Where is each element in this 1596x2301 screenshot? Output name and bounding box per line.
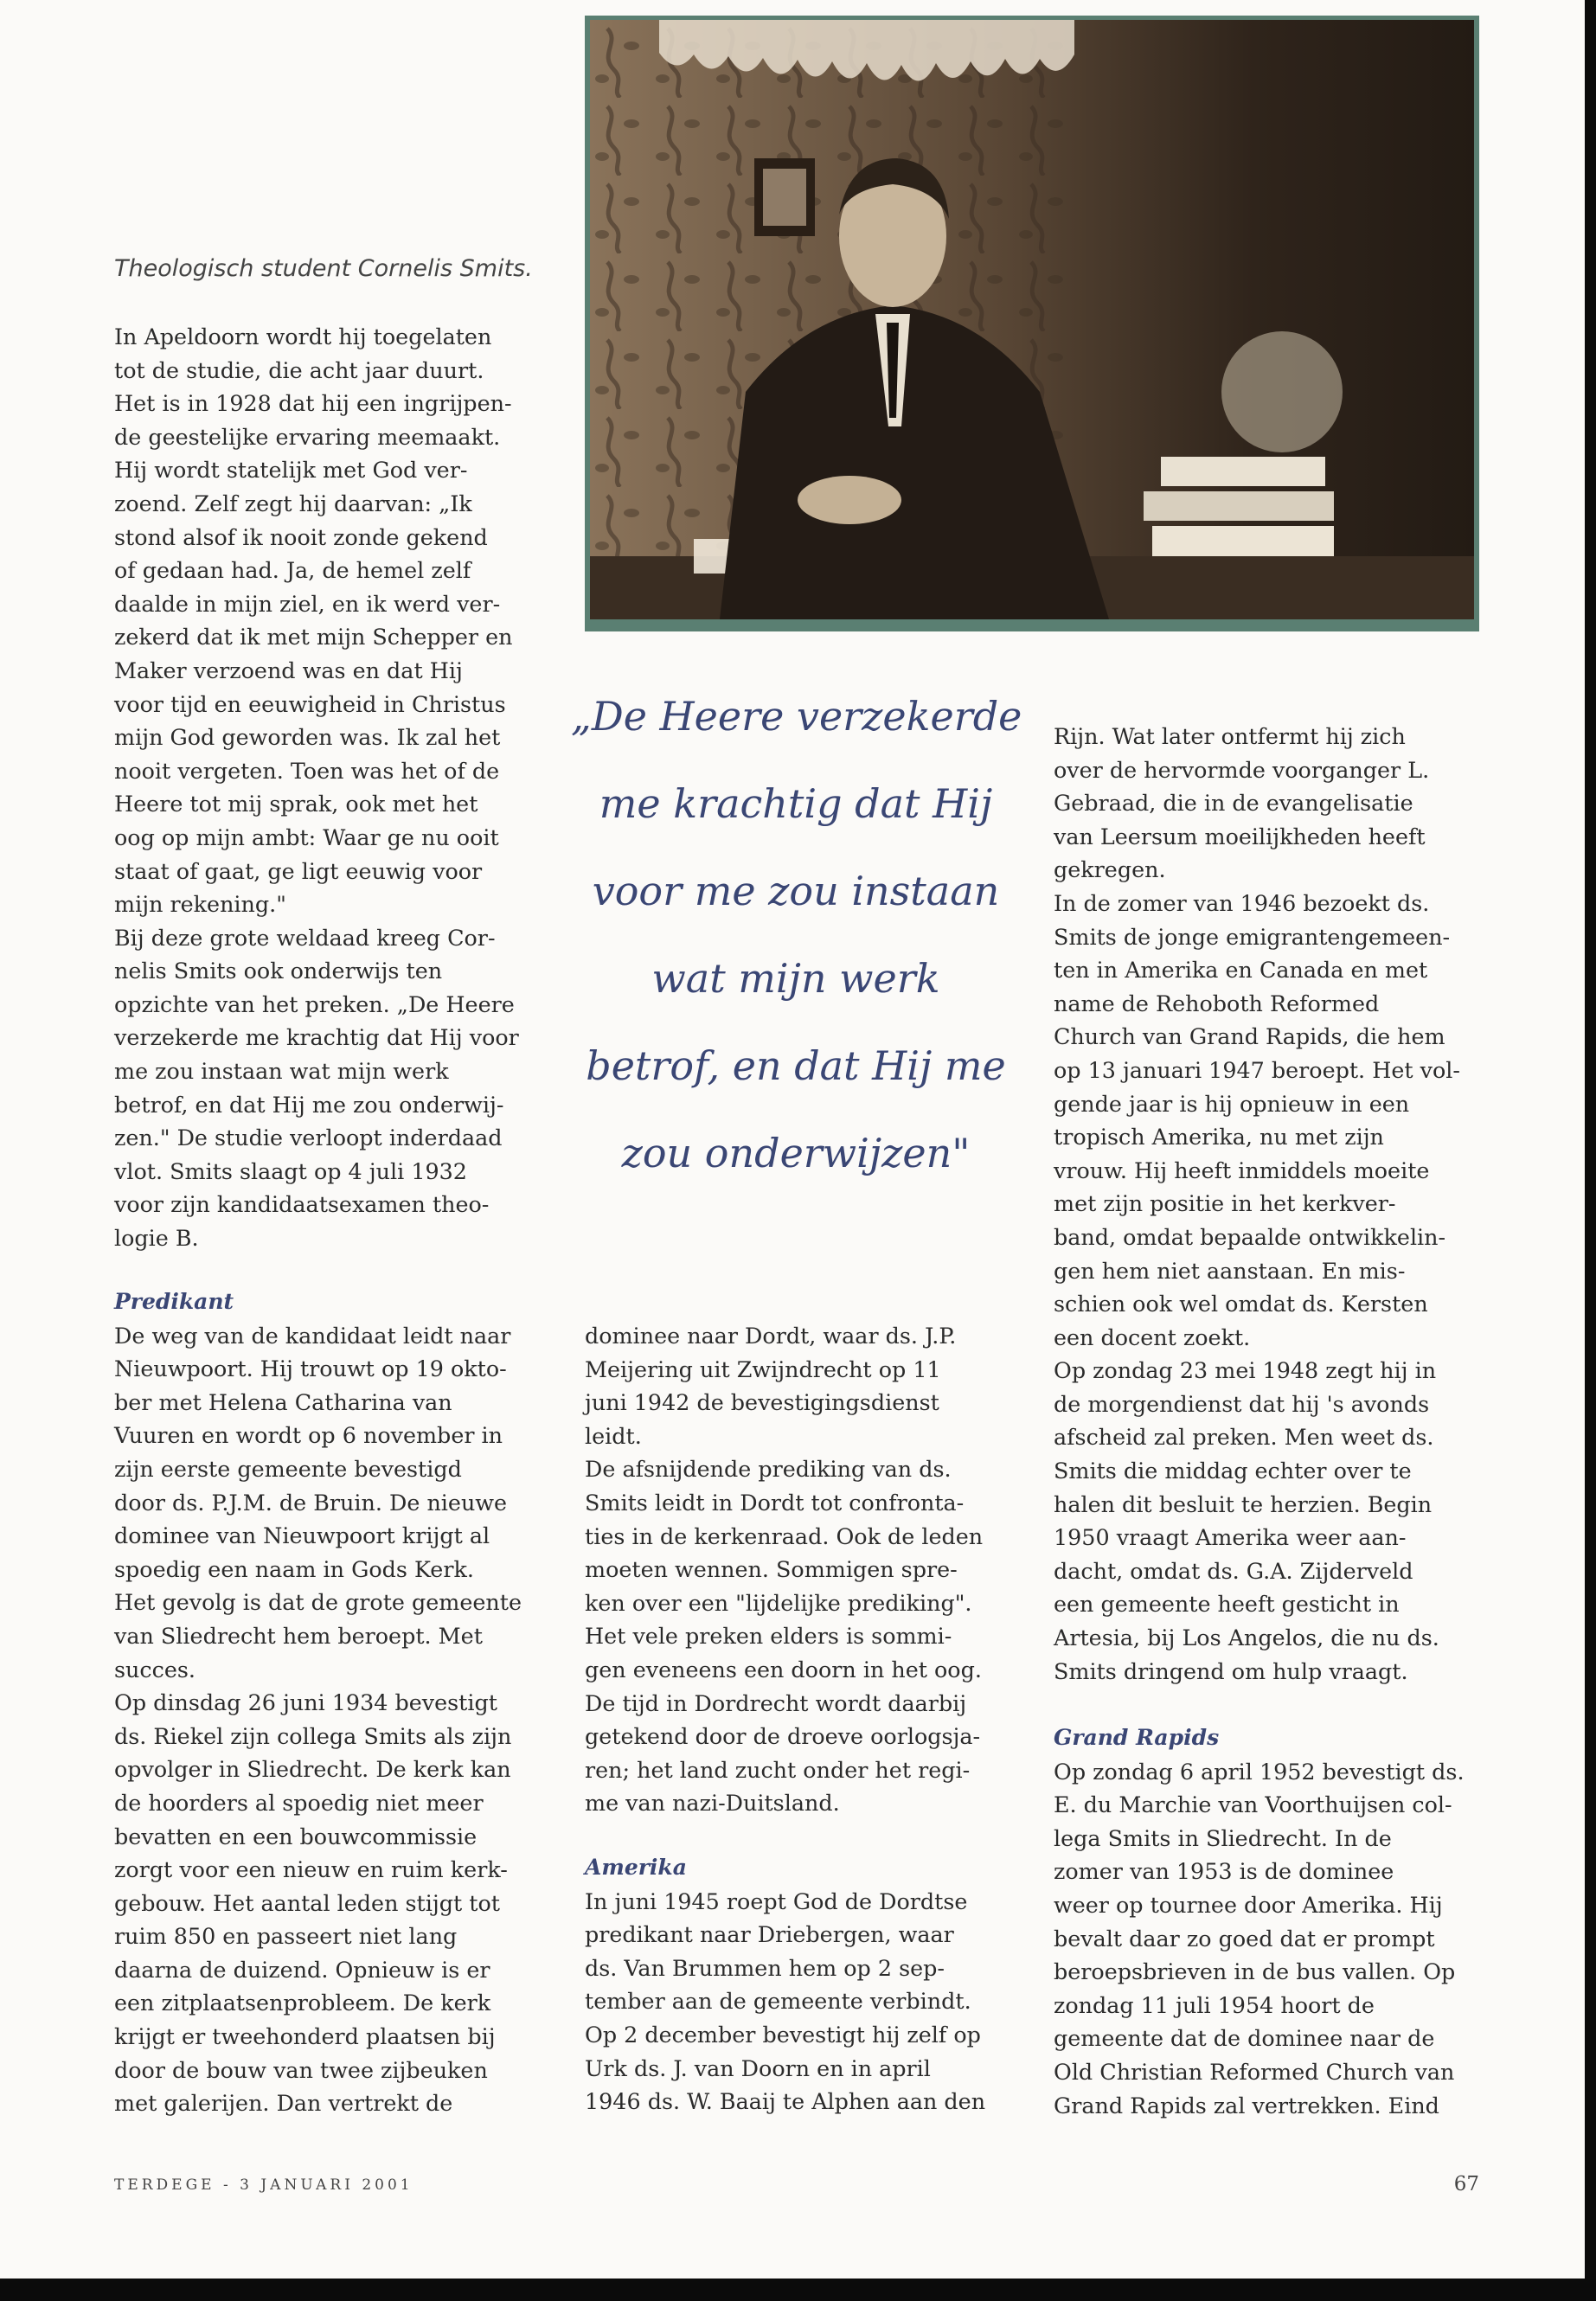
text-line: Op 2 december bevestigt hij zelf op xyxy=(585,2021,981,2048)
text-line: zondag 11 juli 1954 hoort de xyxy=(1054,1991,1375,2018)
text-line: gebouw. Het aantal leden stijgt tot xyxy=(114,1889,500,1916)
text-line: zijn eerste gemeente bevestigd xyxy=(114,1455,462,1482)
text-line: van Leersum moeilijkheden heeft xyxy=(1054,823,1426,849)
text-line: ds. Riekel zijn collega Smits als zijn xyxy=(114,1722,512,1749)
column-1-lower xyxy=(114,1285,547,2120)
text-line: gen hem niet aanstaan. En mis- xyxy=(1054,1257,1406,1284)
text-line: Urk ds. J. van Doorn en in april xyxy=(585,2054,931,2081)
text-line: ten in Amerika en Canada en met xyxy=(1054,957,1428,984)
text-line: Church van Grand Rapids, die hem xyxy=(1054,1023,1445,1050)
text-line: mijn rekening." xyxy=(114,891,286,918)
page-number: 67 xyxy=(1453,2173,1479,2195)
text-line: door de bouw van twee zijbeuken xyxy=(114,2056,488,2083)
text-line: gemeente dat de dominee naar de xyxy=(1054,2025,1435,2052)
text-line: Het vele preken elders is sommi- xyxy=(585,1623,952,1650)
text-line: Vuuren en wordt op 6 november in xyxy=(114,1422,503,1449)
text-line: met galerijen. Dan vertrekt de xyxy=(114,2090,453,2117)
text-line: bevalt daar zo goed dat er prompt xyxy=(1054,1925,1435,1952)
text-line: succes. xyxy=(114,1656,195,1682)
text-line: Smits die middag echter over te xyxy=(1054,1458,1412,1484)
column-3-lower xyxy=(1054,1721,1486,2122)
text-line: zen." De studie verloopt inderdaad xyxy=(114,1125,503,1151)
text-line: Nieuwpoort. Hij trouwt op 19 okto- xyxy=(114,1356,507,1382)
text-line: van Sliedrecht hem beroept. Met xyxy=(114,1622,483,1649)
text-line: De weg van de kandidaat leidt naar xyxy=(114,1322,511,1349)
col3-paragraph-4 xyxy=(1054,1755,1486,2123)
text-line: met zijn positie in het kerkver- xyxy=(1054,1190,1396,1217)
text-line: Hij wordt statelijk met God ver- xyxy=(114,457,468,484)
text-line: zomer van 1953 is de dominee xyxy=(1054,1858,1394,1885)
pull-quote xyxy=(571,673,1021,1197)
text-line: name de Rehoboth Reformed xyxy=(1054,990,1380,1016)
text-line: In Apeldoorn wordt hij toegelaten xyxy=(114,324,492,349)
section-heading-predikant: Predikant xyxy=(114,1289,234,1314)
column-2 xyxy=(585,1319,1017,1820)
text-line: betrof, en dat Hij me zou onderwij- xyxy=(114,1091,504,1118)
col2-paragraph-2 xyxy=(585,1452,1017,1820)
section-heading-amerika: Amerika xyxy=(585,1855,687,1880)
text-line: de morgendienst dat hij 's avonds xyxy=(1054,1390,1430,1417)
text-line: afscheid zal preken. Men weet ds. xyxy=(1054,1424,1434,1451)
text-line: de geestelijke ervaring meemaakt. xyxy=(114,423,501,450)
text-line: lega Smits in Sliedrecht. In de xyxy=(1054,1824,1392,1851)
text-line: In de zomer van 1946 bezoekt ds. xyxy=(1054,889,1430,916)
pull-quote-line: „De Heere verzekerde xyxy=(571,693,1022,740)
text-line: zorgt voor een nieuw en ruim kerk- xyxy=(114,1856,508,1883)
text-line: een docent zoekt. xyxy=(1054,1324,1251,1350)
text-line: tropisch Amerika, nu met zijn xyxy=(1054,1124,1384,1150)
text-line: gende jaar is hij opnieuw in een xyxy=(1054,1090,1410,1117)
pull-quote-line: zou onderwijzen" xyxy=(621,1130,971,1176)
text-line: Smits leidt in Dordt tot confronta- xyxy=(585,1489,965,1516)
text-line: De afsnijdende prediking van ds. xyxy=(585,1456,952,1483)
text-line: halen dit besluit te herzien. Begin xyxy=(1054,1490,1433,1517)
text-line: Grand Rapids zal vertrekken. Eind xyxy=(1054,2092,1439,2118)
col3-paragraph-2 xyxy=(1054,887,1486,1354)
pull-quote-line: betrof, en dat Hij me xyxy=(586,1042,1006,1089)
pull-quote-line: me krachtig dat Hij xyxy=(599,780,993,827)
scan-edge-right xyxy=(1585,0,1596,2301)
text-line: ruim 850 en passeert niet lang xyxy=(114,1923,458,1950)
text-line: Meijering uit Zwijndrecht op 11 xyxy=(585,1356,941,1382)
text-line: me van nazi-Duitsland. xyxy=(585,1790,840,1817)
text-line: beroepsbrieven in de bus vallen. Op xyxy=(1054,1958,1456,1985)
text-line: leidt. xyxy=(585,1422,642,1449)
text-line: Smits dringend om hulp vraagt. xyxy=(1054,1657,1408,1684)
text-line: gekregen. xyxy=(1054,856,1166,883)
text-line: voor zijn kandidaatsexamen theo- xyxy=(114,1191,490,1218)
col1-paragraph-3 xyxy=(114,1319,547,1687)
col3-paragraph-1 xyxy=(1054,720,1486,887)
text-line: Artesia, bij Los Angelos, die nu ds. xyxy=(1054,1625,1439,1651)
col2-paragraph-3 xyxy=(585,1885,1017,2118)
text-line: Op dinsdag 26 juni 1934 bevestigt xyxy=(114,1689,497,1716)
text-line: daalde in mijn ziel, en ik werd ver- xyxy=(114,590,501,617)
text-line: ken over een "lijdelijke prediking". xyxy=(585,1589,972,1616)
col1-paragraph-4 xyxy=(114,1686,547,2120)
text-line: zoend. Zelf zegt hij daarvan: „Ik xyxy=(114,490,472,516)
text-line: of gedaan had. Ja, de hemel zelf xyxy=(114,557,471,584)
text-line: moeten wennen. Sommigen spre- xyxy=(585,1556,958,1583)
text-line: ds. Van Brummen hem op 2 sep- xyxy=(585,1954,945,1981)
photo-caption: Theologisch student Cornelis Smits. xyxy=(114,255,533,282)
portrait-photo-image xyxy=(590,20,1474,619)
text-line: band, omdat bepaalde ontwikkelin- xyxy=(1054,1223,1446,1250)
text-line: Op zondag 6 april 1952 bevestigt ds. xyxy=(1054,1758,1465,1785)
text-line: ties in de kerkenraad. Ook de leden xyxy=(585,1522,984,1549)
text-line: E. du Marchie van Voorthuijsen col- xyxy=(1054,1791,1452,1818)
text-line: dominee van Nieuwpoort krijgt al xyxy=(114,1522,490,1549)
text-line: Het gevolg is dat de grote gemeente xyxy=(114,1589,522,1616)
scan-edge-bottom xyxy=(0,2279,1596,2301)
text-line: ber met Helena Catharina van xyxy=(114,1388,452,1415)
text-line: over de hervormde voorganger L. xyxy=(1054,756,1430,783)
text-line: Rijn. Wat later ontfermt hij zich xyxy=(1054,723,1406,749)
text-line: mijn God geworden was. Ik zal het xyxy=(114,724,501,751)
text-line: predikant naar Driebergen, waar xyxy=(585,1921,954,1948)
text-line: Op zondag 23 mei 1948 zegt hij in xyxy=(1054,1357,1437,1384)
text-line: Smits de jonge emigrantengemeen- xyxy=(1054,923,1451,950)
portrait-photo xyxy=(585,16,1479,631)
column-1 xyxy=(114,320,547,1255)
text-line: staat of gaat, ge ligt eeuwig voor xyxy=(114,857,483,884)
text-line: weer op tournee door Amerika. Hij xyxy=(1054,1891,1443,1918)
text-line: dacht, omdat ds. G.A. Zijderveld xyxy=(1054,1557,1413,1584)
text-line: krijgt er tweehonderd plaatsen bij xyxy=(114,2023,496,2050)
text-line: tot de studie, die acht jaar duurt. xyxy=(114,356,484,383)
text-line: een zitplaatsenprobleem. De kerk xyxy=(114,1990,491,2016)
text-line: daarna de duizend. Opnieuw is er xyxy=(114,1956,490,1983)
text-line: op 13 januari 1947 beroept. Het vol- xyxy=(1054,1056,1460,1083)
text-line: schien ook wel omdat ds. Kersten xyxy=(1054,1291,1428,1317)
column-3 xyxy=(1054,720,1486,1688)
text-line: logie B. xyxy=(114,1225,199,1252)
pull-quote-line: wat mijn werk xyxy=(651,955,940,1002)
text-line: door ds. P.J.M. de Bruin. De nieuwe xyxy=(114,1489,508,1516)
text-line: opzichte van het preken. „De Heere xyxy=(114,990,515,1017)
text-line: verzekerde me krachtig dat Hij voor xyxy=(114,1024,519,1051)
text-line: juni 1942 de bevestigingsdienst xyxy=(585,1389,939,1416)
pull-quote-line: voor me zou instaan xyxy=(592,868,1000,914)
text-line: Gebraad, die in de evangelisatie xyxy=(1054,790,1413,817)
text-line: dominee naar Dordt, waar ds. J.P. xyxy=(585,1323,957,1349)
text-line: voor tijd en eeuwigheid in Christus xyxy=(114,690,506,717)
text-line: de hoorders al spoedig niet meer xyxy=(114,1789,484,1816)
text-line: zekerd dat ik met mijn Schepper en xyxy=(114,624,513,651)
text-line: oog op mijn ambt: Waar ge nu ooit xyxy=(114,824,499,850)
text-line: spoedig een naam in Gods Kerk. xyxy=(114,1555,474,1582)
text-line: tember aan de gemeente verbindt. xyxy=(585,1988,971,2015)
text-line: Old Christian Reformed Church van xyxy=(1054,2058,1455,2085)
col1-paragraph-2 xyxy=(114,921,547,1255)
text-line: Bij deze grote weldaad kreeg Cor- xyxy=(114,924,496,951)
text-line: me zou instaan wat mijn werk xyxy=(114,1058,449,1085)
col1-paragraph-1 xyxy=(114,320,547,921)
text-line: stond alsof ik nooit zonde gekend xyxy=(114,523,488,550)
col2-paragraph-1 xyxy=(585,1319,1017,1452)
text-line: een gemeente heeft gesticht in xyxy=(1054,1591,1400,1618)
text-line: vlot. Smits slaagt op 4 juli 1932 xyxy=(114,1157,467,1184)
text-line: De tijd in Dordrecht wordt daarbij xyxy=(585,1689,967,1716)
text-line: Maker verzoend was en dat Hij xyxy=(114,657,463,683)
text-line: nelis Smits ook onderwijs ten xyxy=(114,958,443,984)
column-2-lower xyxy=(585,1851,1017,2118)
text-line: nooit vergeten. Toen was het of de xyxy=(114,757,500,784)
text-line: ren; het land zucht onder het regi- xyxy=(585,1756,971,1783)
text-line: In juni 1945 roept God de Dordtse xyxy=(585,1888,968,1914)
section-heading-grand-rapids: Grand Rapids xyxy=(1054,1725,1220,1750)
text-line: getekend door de droeve oorlogsja- xyxy=(585,1723,981,1750)
text-line: opvolger in Sliedrecht. De kerk kan xyxy=(114,1756,511,1783)
text-line: vrouw. Hij heeft inmiddels moeite xyxy=(1054,1157,1430,1183)
text-line: 1950 vraagt Amerika weer aan- xyxy=(1054,1524,1407,1551)
text-line: bevatten en een bouwcommissie xyxy=(114,1823,478,1849)
text-line: Het is in 1928 dat hij een ingrijpen- xyxy=(114,390,512,417)
col3-paragraph-3 xyxy=(1054,1354,1486,1688)
text-line: gen eveneens een doorn in het oog. xyxy=(585,1656,982,1682)
text-line: 1946 ds. W. Baaij te Alphen aan den xyxy=(585,2088,986,2115)
footer-publication: TERDEGE - 3 JANUARI 2001 xyxy=(114,2176,413,2194)
text-line: Heere tot mij sprak, ook met het xyxy=(114,791,478,817)
